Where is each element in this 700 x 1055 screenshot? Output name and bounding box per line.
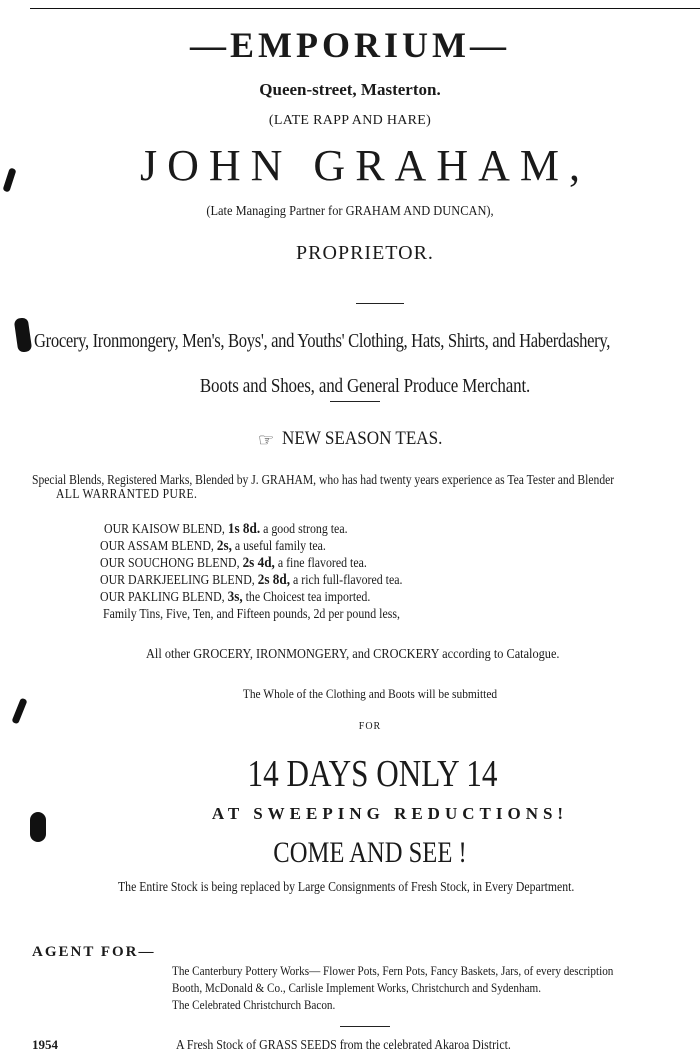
section-divider [356, 303, 404, 304]
blend-row [100, 589, 370, 606]
blend-name: OUR PAKLING BLEND, [100, 589, 225, 604]
blend-price: 1s 8d. [227, 521, 261, 537]
proprietor-label: PROPRIETOR. [296, 242, 434, 264]
emporium-title: —EMPORIUM— [190, 25, 510, 65]
blend-price: 2s 8d, [257, 572, 291, 588]
agent-line: Booth, McDonald & Co., Carlisle Implement Works, Christchurch and Sydenham. [172, 980, 542, 995]
agent-for-label: AGENT FOR— [32, 944, 156, 960]
section-divider [340, 1026, 390, 1027]
agent-line: The Canterbury Pottery Works— Flower Pots, Fern Pots, Fancy Baskets, Jars, of every description [172, 963, 614, 978]
ink-blot-mark [30, 812, 46, 842]
blend-price: 2s 4d, [242, 555, 275, 571]
owner-name: JOHN GRAHAM, [139, 141, 591, 190]
special-blends-line: Special Blends, Registered Marks, Blended by J. GRAHAM, who has had twenty years experience as Tea Tester and Blender [32, 472, 615, 487]
come-and-see-banner: COME AND SEE ! [273, 836, 467, 869]
blend-description: a fine flavored tea. [277, 555, 367, 570]
clothing-note: The Whole of the Clothing and Boots will be submitted [242, 686, 498, 701]
reference-number: 1954 [32, 1037, 58, 1052]
address-line: Queen-street, Masterton. [259, 80, 441, 99]
pointing-hand-icon: ☞ [258, 430, 275, 450]
blend-description: a useful family tea. [234, 538, 326, 553]
blend-row [100, 555, 367, 572]
grass-seeds-line: A Fresh Stock of GRASS SEEDS from the celebrated Akaroa District. [176, 1037, 511, 1052]
family-tins-line: Family Tins, Five, Ten, and Fifteen pounds, 2d per pound less, [103, 606, 400, 621]
blend-name: OUR DARKJEELING BLEND, [100, 572, 255, 587]
new-season-teas-heading: NEW SEASON TEAS. [282, 428, 443, 449]
section-divider [330, 401, 380, 402]
blend-row [104, 521, 348, 538]
blend-description: a rich full-flavored tea. [292, 572, 403, 587]
top-border-rule [30, 8, 700, 9]
blend-name: OUR KAISOW BLEND, [104, 521, 225, 536]
blend-price: 3s, [227, 589, 243, 605]
sweeping-reductions-line: AT SWEEPING REDUCTIONS! [211, 804, 569, 823]
trade-line-1: Grocery, Ironmongery, Men's, Boys', and Youths' Clothing, Hats, Shirts, and Haberdashery, [34, 330, 611, 352]
for-word: FOR [358, 721, 382, 732]
trade-line-2: Boots and Shoes, and General Produce Merchant. [199, 375, 531, 397]
agent-line: The Celebrated Christchurch Bacon. [172, 997, 336, 1012]
former-role-line: (Late Managing Partner for GRAHAM AND DUNCAN), [206, 203, 494, 218]
blend-row [100, 538, 326, 555]
other-goods-line: All other GROCERY, IRONMONGERY, and CROCKERY according to Catalogue. [146, 647, 560, 662]
blend-row [100, 572, 403, 589]
late-firm-line: (LATE RAPP AND HARE) [268, 113, 432, 128]
ink-blot-mark [14, 317, 33, 353]
blend-description: a good strong tea. [263, 521, 348, 536]
blend-price: 2s, [216, 538, 232, 554]
warranted-pure-line: ALL WARRANTED PURE. [56, 486, 198, 501]
blend-name: OUR SOUCHONG BLEND, [100, 555, 240, 570]
blend-description: the Choicest tea imported. [245, 589, 371, 604]
blend-name: OUR ASSAM BLEND, [100, 538, 214, 553]
entire-stock-line: The Entire Stock is being replaced by Large Consignments of Fresh Stock, in Every Department. [118, 880, 575, 895]
fourteen-days-banner: 14 DAYS ONLY 14 [247, 753, 498, 795]
